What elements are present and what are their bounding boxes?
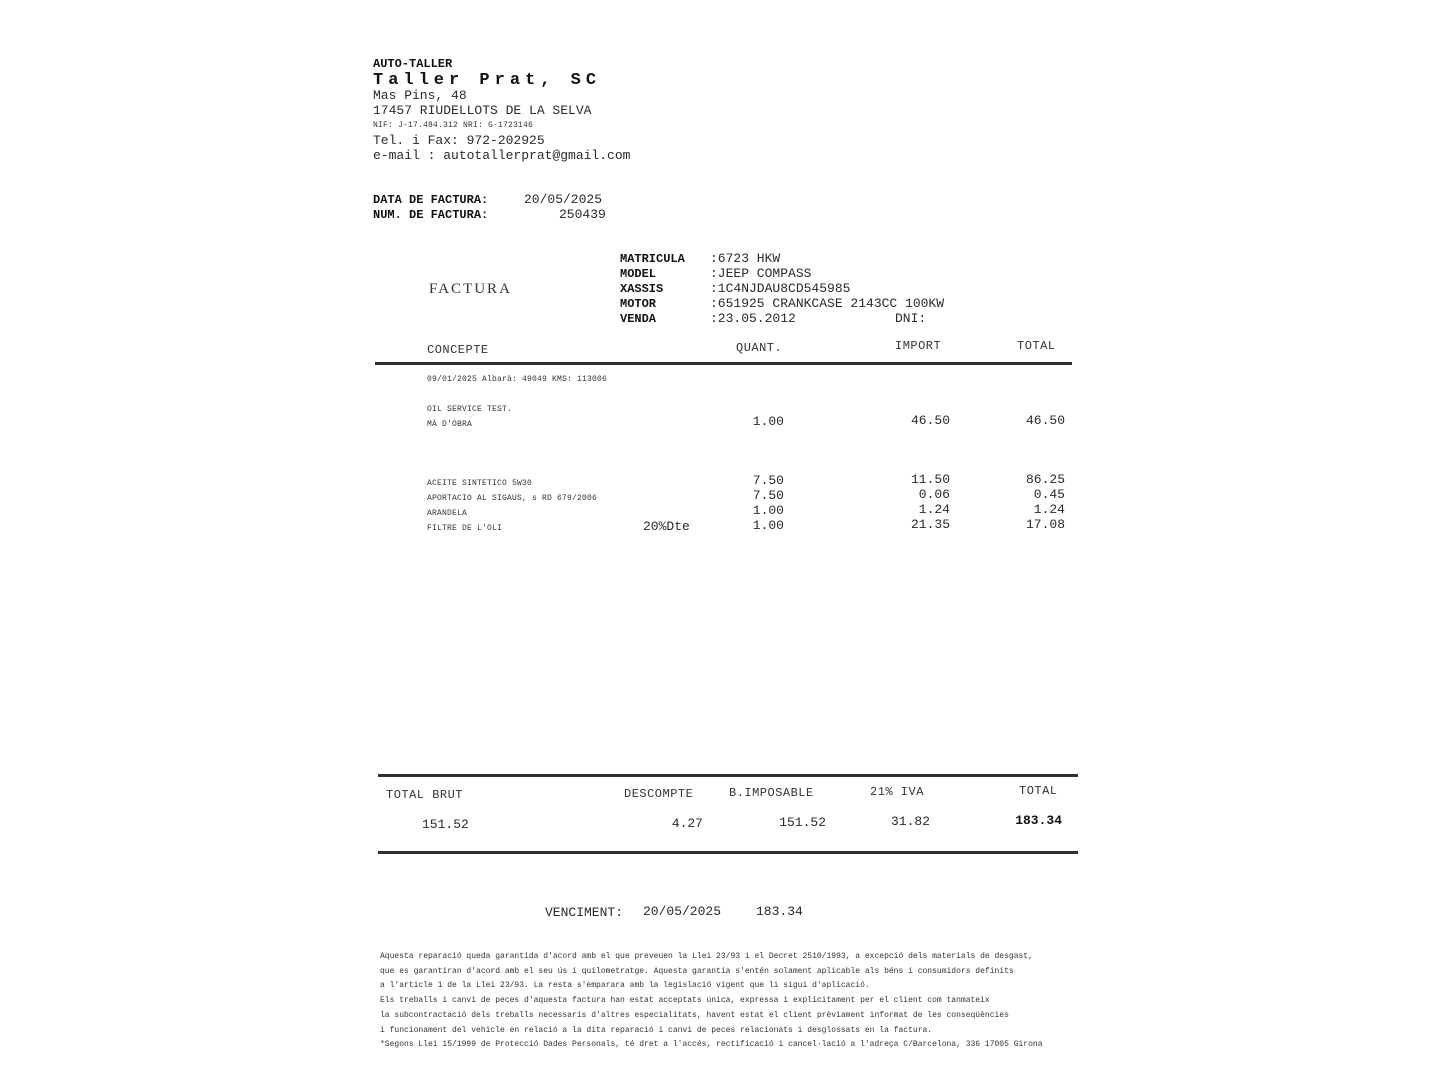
shop-street: Mas Pins, 48: [373, 88, 467, 103]
line-total: 0.45: [1033, 487, 1065, 502]
totals-base-label: B.IMPOSABLE: [729, 786, 814, 800]
totals-bottom-divider: [378, 851, 1078, 854]
line-concept: OIL SERVICE TEST.: [427, 405, 513, 414]
line-concept: FILTRE DE L'OLI: [427, 524, 503, 533]
totals-discount-label: DESCOMPTE: [624, 787, 694, 801]
legal-line: Els treballs i canvi de peces d'aquesta factura han estat acceptats única, expressa i explícitament per el client com tanmateix: [380, 996, 990, 1006]
legal-line: que es garantiran d'acord amb el seu ús i quilometratge. Aquesta garantia s'entén solament aplicable als béns i consumidors definits: [380, 966, 1014, 976]
line-quantity: 1.00: [752, 503, 784, 518]
line-total: 86.25: [1025, 472, 1065, 487]
line-import: 0.06: [918, 487, 950, 502]
due-date: 20/05/2025: [643, 904, 722, 919]
legal-line: i funcionament del vehicle en relació a la dita reparació i canvi de peces relacionats i desglossats en la factura.: [380, 1025, 933, 1035]
line-import: 46.50: [910, 413, 950, 428]
due-amount: 183.34: [756, 904, 803, 919]
totals-total-label: TOTAL: [1019, 784, 1058, 798]
shop-tax-ids: NIF: J-17.484.312 NRI: G-1723146: [373, 121, 534, 130]
vehicle-label-model: MODEL: [620, 267, 657, 281]
shop-name: Taller Prat, SC: [373, 71, 602, 90]
legal-line: la subcontractació dels treballs necessaris d'altres especialitats, havent estat el client prèviament informat de les conseqüències: [380, 1010, 1009, 1020]
shop-phone: Tel. i Fax: 972-202925: [373, 133, 545, 148]
vehicle-value-model: :JEEP COMPASS: [710, 266, 812, 281]
vehicle-value-sale: :23.05.2012: [710, 311, 796, 326]
legal-notice: [380, 950, 1080, 1053]
line-quantity: 7.50: [752, 473, 784, 488]
line-concept: ACEITE SINTETICO 5W30: [427, 479, 533, 488]
invoice-date-value: 20/05/2025: [524, 192, 603, 207]
legal-line: a l'article 1 de la Llei 23/93. La resta s'emparara amb la legislació vigent que li sigui d'aplicació.: [380, 981, 870, 991]
legal-line: *Segons Llei 15/1999 de Protecció Dades Personals, té dret a l'accés, rectificació i cancel·lació a l'adreça C/Barcelona, 336 17005 Girona: [380, 1040, 1043, 1050]
legal-line: Aquesta reparació queda garantida d'acord amb el que preveuen la Llei 23/93 i el Decret 2510/1993, a excepció dels materials de desgast,: [380, 952, 1033, 961]
line-total: 46.50: [1025, 413, 1065, 428]
vehicle-label-plate: MATRICULA: [620, 252, 685, 266]
line-import: 1.24: [918, 502, 950, 517]
invoice-number-value: 250439: [559, 207, 606, 222]
vehicle-label-chassis: XASSIS: [620, 282, 664, 296]
vehicle-value-engine: :651925 CRANKCASE 2143CC 100KW: [710, 296, 945, 311]
vehicle-value-plate: :6723 HKW: [710, 251, 781, 266]
column-header-concept: CONCEPTE: [427, 343, 489, 357]
totals-vat-label: 21% IVA: [870, 785, 924, 799]
totals-top-divider: [378, 774, 1078, 777]
invoice-number-label: NUM. DE FACTURA:: [373, 208, 489, 222]
shop-city: 17457 RIUDELLOTS DE LA SELVA: [373, 103, 592, 118]
totals-gross-label: TOTAL BRUT: [386, 788, 464, 802]
totals-total-value: 183.34: [1015, 813, 1062, 828]
line-total: 1.24: [1033, 502, 1065, 517]
vehicle-dni-label: DNI:: [895, 311, 927, 326]
column-header-quantity: QUANT.: [736, 341, 783, 355]
vehicle-label-engine: MOTOR: [620, 297, 657, 311]
line-quantity: 1.00: [752, 518, 784, 533]
line-total: 17.08: [1025, 517, 1065, 532]
totals-discount-value: 4.27: [671, 816, 703, 831]
line-import: 21.35: [910, 517, 950, 532]
header-divider: [375, 362, 1072, 365]
invoice-title: FACTURA: [429, 281, 512, 297]
due-label: VENCIMENT:: [545, 905, 624, 920]
column-header-import: IMPORT: [895, 339, 942, 353]
totals-base-value: 151.52: [779, 815, 826, 830]
totals-vat-value: 31.82: [890, 814, 930, 829]
vehicle-value-chassis: :1C4NJDAU8CD545985: [710, 281, 851, 296]
column-header-total: TOTAL: [1017, 339, 1056, 353]
line-discount: 20%Dte: [643, 519, 690, 534]
shop-category: AUTO-TALLER: [373, 57, 453, 71]
line-concept: ARANDELA: [427, 509, 468, 518]
line-quantity: 1.00: [752, 414, 784, 429]
shop-email: e-mail : autotallerprat@gmail.com: [373, 148, 631, 163]
line-import: 11.50: [910, 472, 950, 487]
totals-gross-value: 151.52: [422, 817, 469, 832]
invoice-date-label: DATA DE FACTURA:: [373, 193, 489, 207]
line-concept: APORTACIO AL SIGAUS, s RD 679/2006: [427, 494, 598, 503]
vehicle-label-sale: VENDA: [620, 312, 657, 326]
delivery-note: 09/01/2025 Albarà: 49049 KMS: 113006: [427, 375, 608, 384]
line-quantity: 7.50: [752, 488, 784, 503]
line-concept: MÀ D'OBRA: [427, 420, 473, 429]
